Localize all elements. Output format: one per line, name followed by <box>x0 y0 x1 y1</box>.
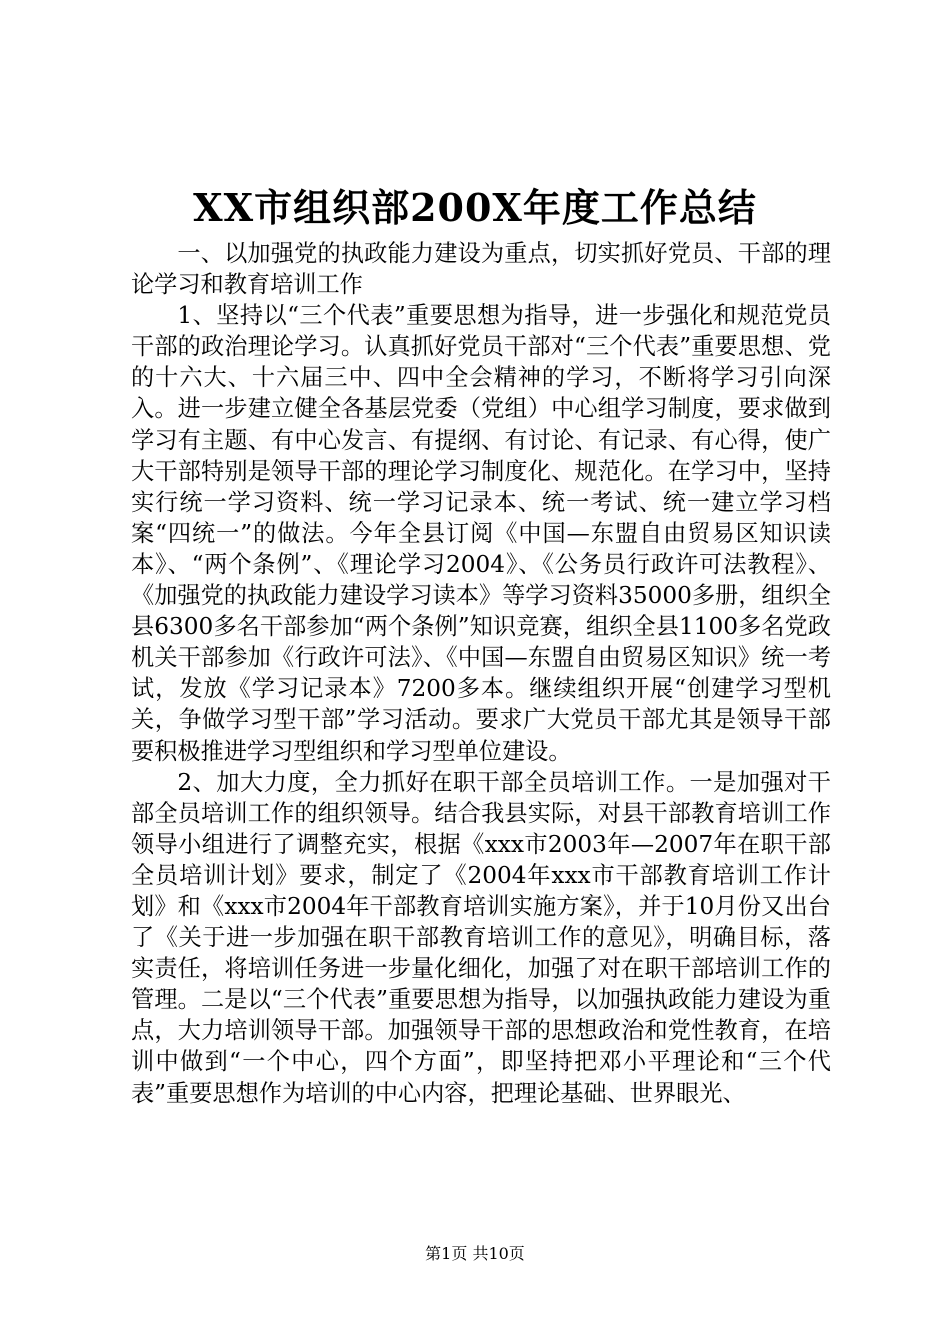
section-heading: 一、以加强党的执政能力建设为重点，切实抓好党员、干部的理论学习和教育培训工作 <box>131 240 831 299</box>
document-title: XX市组织部200X年度工作总结 <box>193 185 757 230</box>
body-paragraph: 1、坚持以“三个代表”重要思想为指导，进一步强化和规范党员干部的政治理论学习。认真抓好党员干部对“三个代表”重要思想、党的十六大、十六届三中、四中全会精神的学习，不断将学习引向深入。进一步建立健全各基层党委（党组）中心组学习制度，要求做到学习有主题、有中心发言、有提纲、有讨论、有记录、有心得，使广大干部特别是领导干部的理论学习制度化、规范化。在学习中，坚持实行统一学习资料、统一学习记录本、统一考试、统一建立学习档案“四统一”的做法。今年全县订阅《中国—东盟自由贸易区知识读本》、“两个条例”、《理论学习2004》、《公务员行政许可法教程》、《加强党的执政能力建设学习读本》等学习资料35000多册，组织全县6300多名干部参加“两个条例”知识竞赛，组织全县1100多名党政机关干部参加《行政许可法》、《中国—东盟自由贸易区知识》统一考试，发放《学习记录本》7200多本。继续组织开展“创建学习型机关，争做学习型干部”学习活动。要求广大党员干部尤其是领导干部要积极推进学习型组织和学习型单位建设。 <box>131 302 831 765</box>
body-paragraph: 2、加大力度，全力抓好在职干部全员培训工作。一是加强对干部全员培训工作的组织领导。结合我县实际，对县干部教育培训工作领导小组进行了调整充实，根据《xxx市2003年—2007年在职干部全员培训计划》要求，制定了《2004年xxx市干部教育培训工作计划》和《xxx市2004年干部教育培训实施方案》，并于10月份又出台了《关于进一步加强在职干部教育培训工作的意见》，明确目标，落实责任，将培训任务进一步量化细化，加强了对在职干部培训工作的管理。二是以“三个代表”重要思想为指导，以加强执政能力建设为重点，大力培训领导干部。加强领导干部的思想政治和党性教育，在培训中做到“一个中心，四个方面”，即坚持把邓小平理论和“三个代表”重要思想作为培训的中心内容，把理论基础、世界眼光、 <box>131 768 831 1107</box>
document-body <box>131 238 831 1109</box>
page-number-footer: 第1页 共10页 <box>425 1244 525 1263</box>
